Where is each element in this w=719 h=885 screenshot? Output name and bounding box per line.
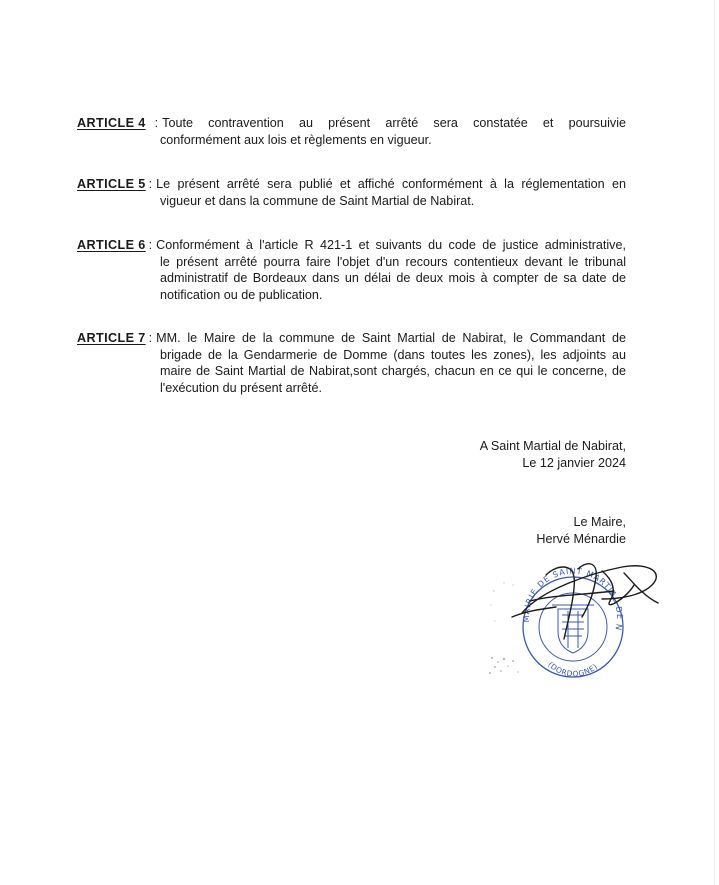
- seal-and-signature: [482, 555, 672, 685]
- article-7-text: brigade de la Gendarmerie de Domme (dans toutes les zones), les adjoints au maire de Saint Martial de Nabirat,sont chargés, chacun en ce qui le concerne, de l'exécution du présent arrêté.: [160, 347, 626, 395]
- article-4-label: ARTICLE 4: [77, 116, 146, 130]
- page-edge: [714, 0, 715, 885]
- signatory-block: [536, 514, 626, 548]
- seal-emblem: [552, 605, 594, 653]
- signatory-title: Le Maire,: [573, 515, 626, 529]
- date-line: Le 12 janvier 2024: [522, 456, 626, 470]
- article-6-sep: :: [148, 238, 153, 252]
- place-line: A Saint Martial de Nabirat,: [479, 439, 626, 453]
- article-5-label: ARTICLE 5: [77, 177, 146, 191]
- article-6: [77, 237, 626, 303]
- article-4: [77, 115, 626, 148]
- article-7-label: ARTICLE 7: [77, 331, 146, 345]
- article-7-sep: :: [148, 331, 153, 345]
- official-seal: [482, 555, 672, 685]
- article-6-label: ARTICLE 6: [77, 238, 146, 252]
- article-6-text: le présent arrêté pourra faire l'objet d'un recours contentieux devant le tribunal administratif de Bordeaux dans un délai de deux mois à compter de sa date de notification ou de publication.: [160, 254, 626, 302]
- article-5-text: vigueur et dans la commune de Saint Martial de Nabirat.: [160, 193, 475, 208]
- article-5-first-line: Le présent arrêté sera publié et affiché conformément à la réglementation en: [156, 177, 626, 191]
- seal-text-top: MAIRIE DE SAINT MARTIAL DE N: [521, 566, 625, 632]
- article-4-sep: :: [154, 116, 159, 130]
- stamp-smudge: [489, 582, 519, 674]
- place-date-block: [480, 438, 626, 472]
- article-5-sep: :: [148, 177, 153, 191]
- article-7: [77, 330, 626, 396]
- signatory-name: Hervé Ménardie: [536, 532, 626, 546]
- article-5: [77, 176, 626, 209]
- article-6-first-line: Conformément à l'article R 421-1 et suivants du code de justice administrative,: [156, 238, 626, 252]
- article-7-first-line: MM. le Maire de la commune de Saint Martial de Nabirat, le Commandant de: [156, 331, 626, 345]
- article-4-text: conformément aux lois et règlements en vigueur.: [160, 132, 432, 147]
- article-4-first-line: Toute contravention au présent arrêté sera constatée et poursuivie: [162, 116, 626, 130]
- seal-text-bottom: (DORDOGNE): [546, 659, 600, 679]
